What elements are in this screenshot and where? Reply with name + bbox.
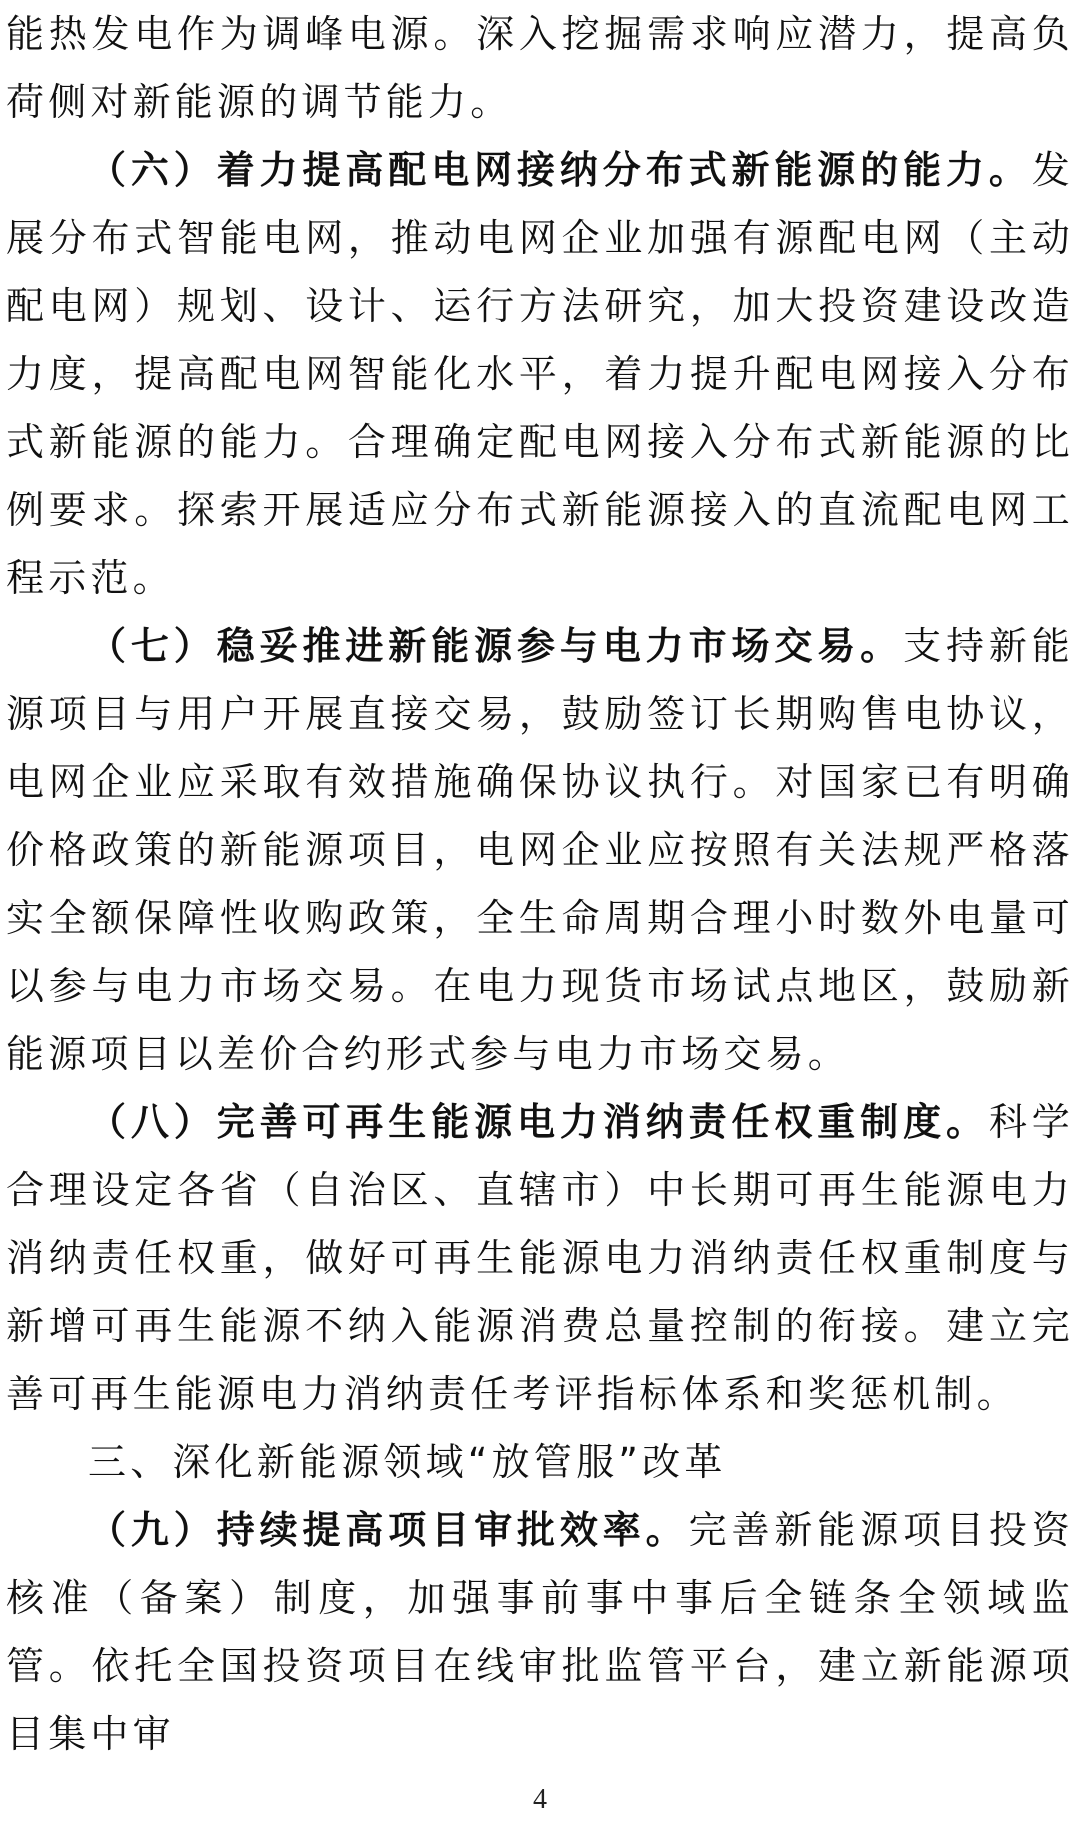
paragraph-item-6 — [6, 136, 1074, 612]
paragraph-text: 科学合理设定各省（自治区、直辖市）中长期可再生能源电力消纳责任权重，做好可再生能源电力消纳责任权重制度与新增可再生能源不纳入能源消费总量控制的衔接。建立完善可再生能源电力消纳责任考评指标体系和奖惩机制。 — [6, 1100, 1075, 1416]
paragraph-lead: （七）稳妥推进新能源参与电力市场交易。 — [88, 623, 904, 668]
body-text — [6, 0, 1074, 1768]
paragraph-lead: （六）着力提高配电网接纳分布式新能源的能力。 — [88, 147, 1032, 192]
paragraph-continuation — [6, 0, 1074, 136]
paragraph-lead: （八）完善可再生能源电力消纳责任权重制度。 — [88, 1099, 989, 1144]
paragraph-item-8 — [6, 1088, 1074, 1428]
section-heading-3: 三、深化新能源领域“放管服”改革 — [88, 1440, 727, 1484]
paragraph-item-9 — [6, 1496, 1074, 1768]
page-number: 4 — [533, 1784, 547, 1815]
paragraph-text: 能热发电作为调峰电源。深入挖掘需求响应潜力，提高负荷侧对新能源的调节能力。 — [6, 12, 1074, 124]
paragraph-item-7 — [6, 612, 1074, 1088]
paragraph-text: 完善新能源项目投资核准（备案）制度，加强事前事中事后全链条全领域监管。依托全国投资项目在线审批监管平台，建立新能源项目集中审 — [6, 1508, 1074, 1756]
paragraph-text: 发展分布式智能电网，推动电网企业加强有源配电网（主动配电网）规划、设计、运行方法研究，加大投资建设改造力度，提高配电网智能化水平，着力提升配电网接入分布式新能源的能力。合理确定配电网接入分布式新能源的比例要求。探索开展适应分布式新能源接入的直流配电网工程示范。 — [6, 148, 1074, 600]
paragraph-text: 支持新能源项目与用户开展直接交易，鼓励签订长期购售电协议，电网企业应采取有效措施确保协议执行。对国家已有明确价格政策的新能源项目，电网企业应按照有关法规严格落实全额保障性收购政策，全生命周期合理小时数外电量可以参与电力市场交易。在电力现货市场试点地区，鼓励新能源项目以差价合约形式参与电力市场交易。 — [6, 624, 1074, 1076]
paragraph-lead: （九）持续提高项目审批效率。 — [88, 1507, 689, 1552]
